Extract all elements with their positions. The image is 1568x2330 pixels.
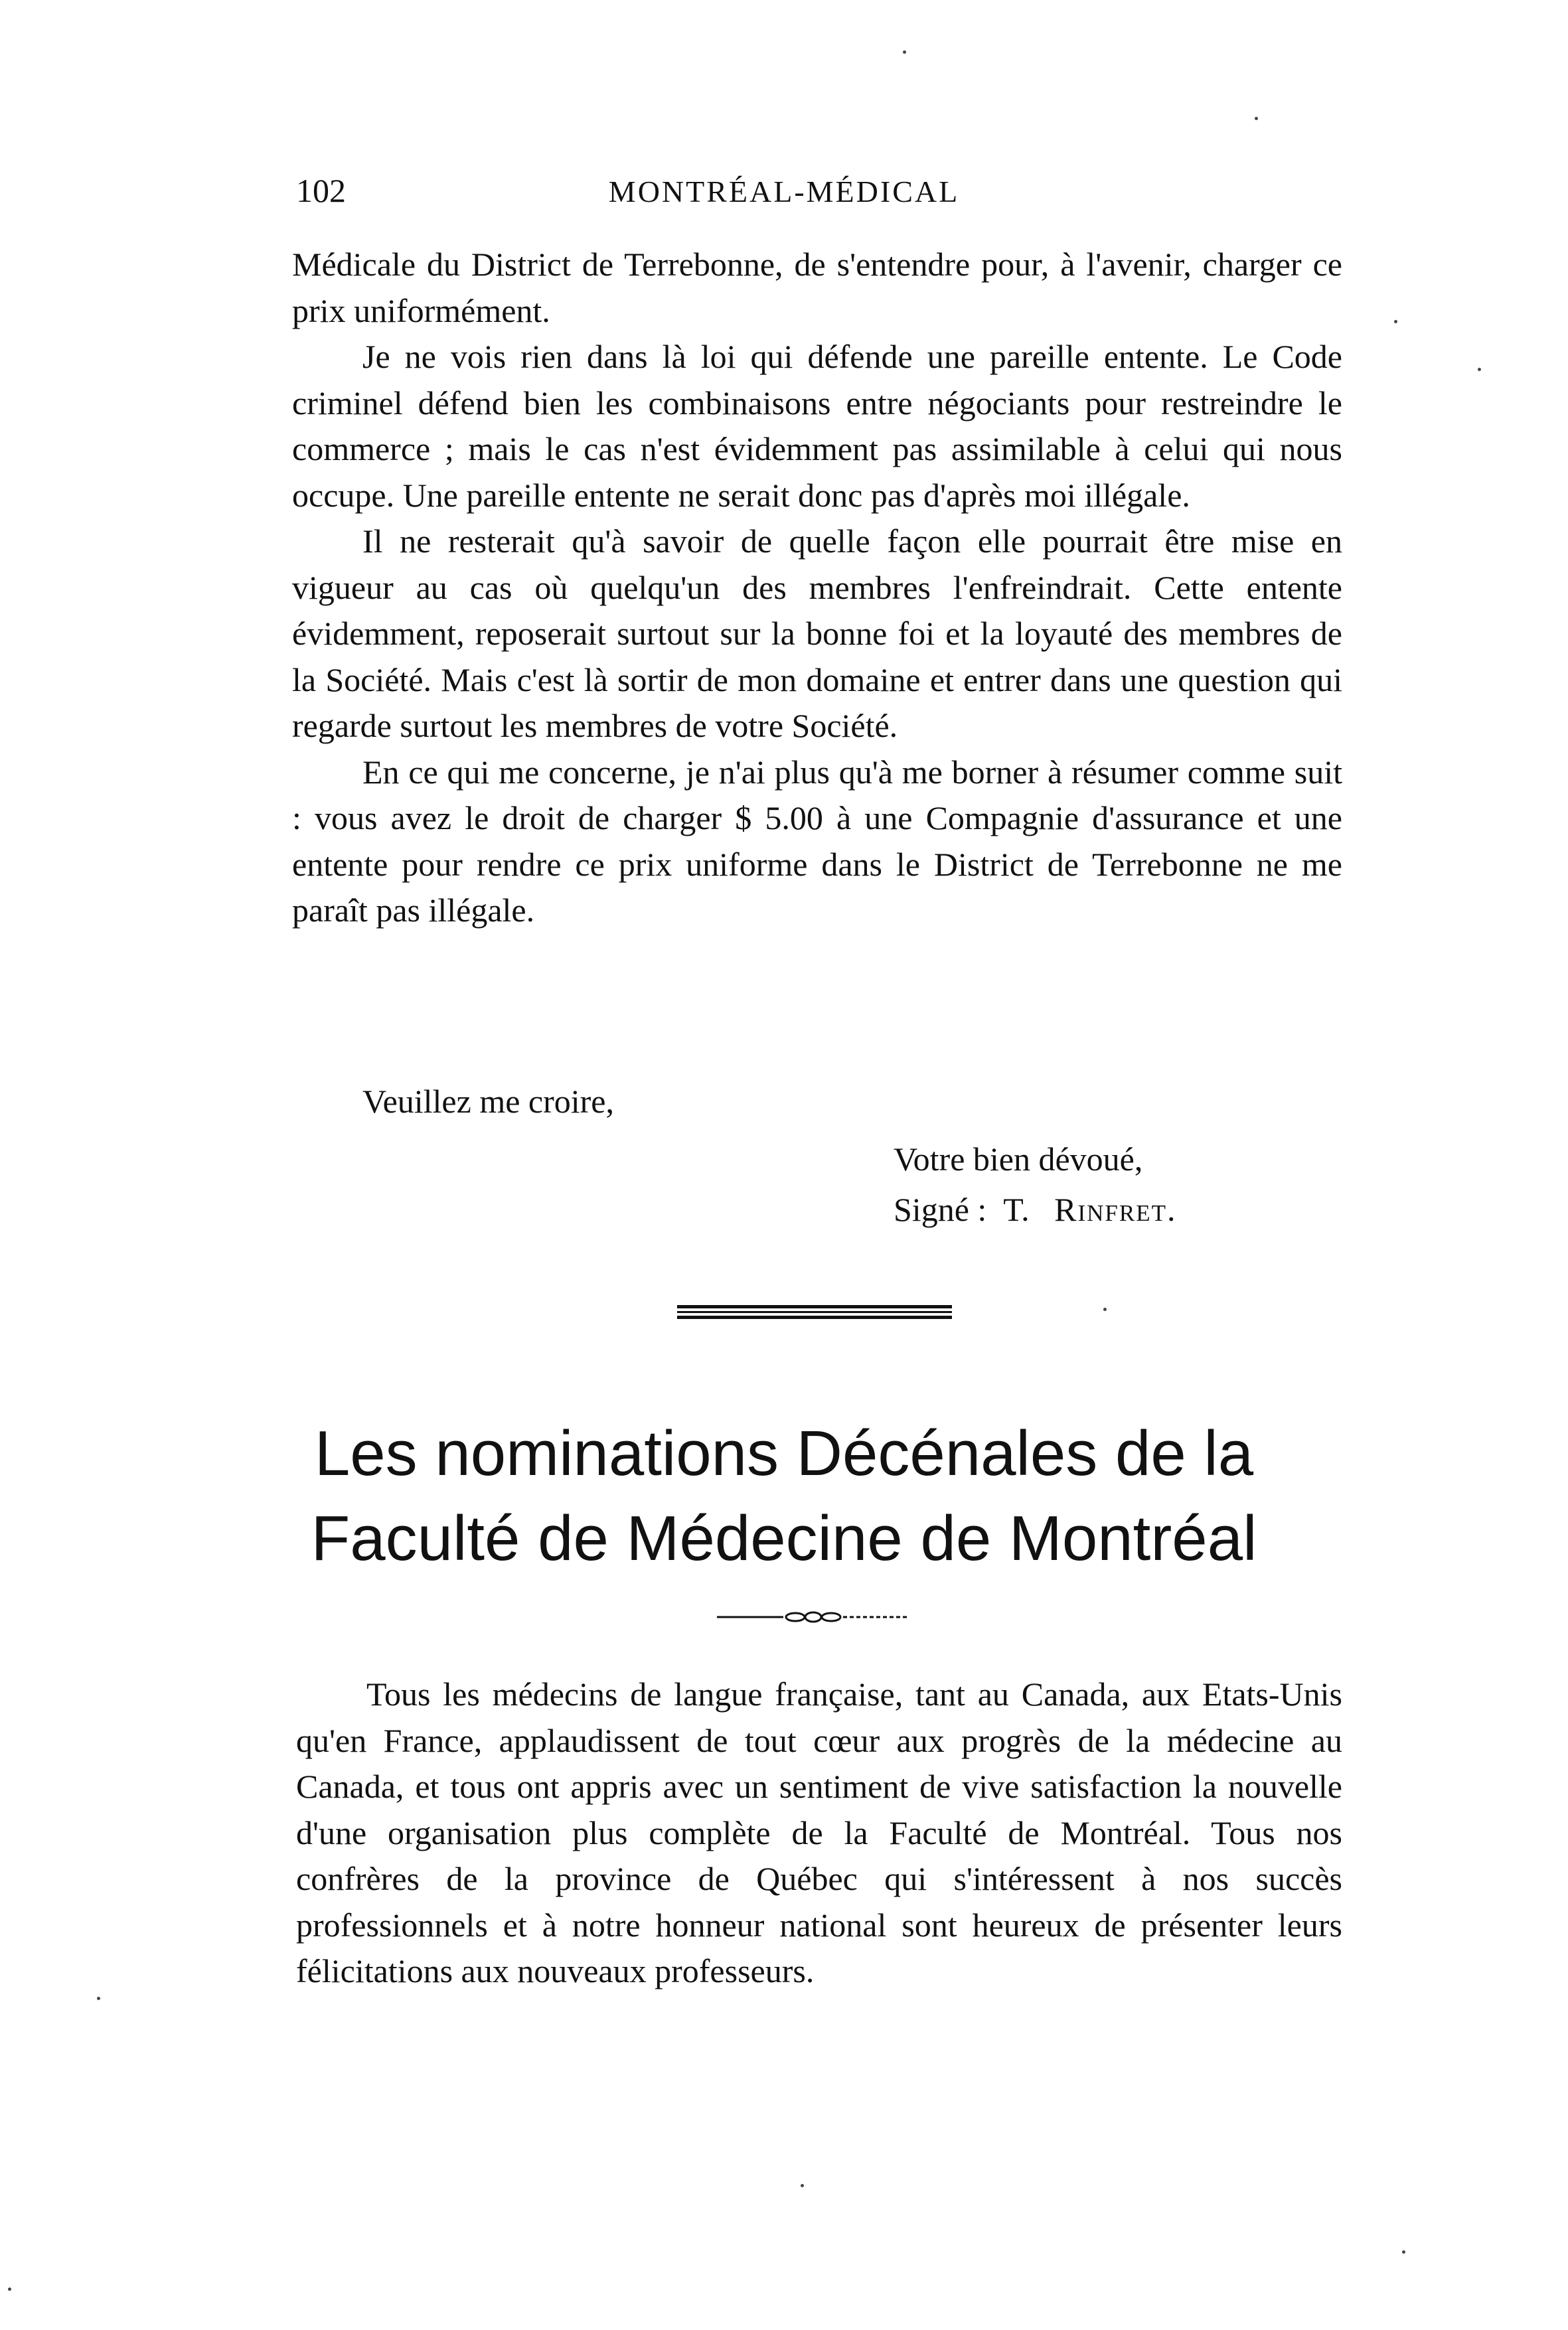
letter-paragraph: En ce qui me concerne, je n'ai plus qu'à me borner à résumer comme suit : vous avez le droit de charger $ 5.00 à une Compagnie d'assurance et une entente pour rendre ce prix uniforme dans le District de Terrebonne ne me paraît pas illégale. <box>292 753 1342 929</box>
ornament-icon <box>717 1609 909 1625</box>
print-speck <box>8 2288 11 2291</box>
section-divider <box>677 1305 952 1320</box>
signed-initial: T. <box>1003 1191 1030 1228</box>
signature-block <box>894 1134 1177 1235</box>
signed-label: Signé : <box>894 1191 987 1228</box>
print-speck <box>1255 117 1258 120</box>
article-body <box>296 1671 1342 1995</box>
letter-paragraph: Il ne resterait qu'à savoir de quelle façon elle pourrait être mise en vigueur au cas où quelqu'un des membres l'enfreindrait. Cette entente évidemment, reposerait surtout sur la bonne foi et la loyauté des membres de la Société. Mais c'est là sortir de mon domaine et entrer dans une question qui regarde surtout les membres de votre Société. <box>292 522 1342 744</box>
letter-paragraph: Médicale du District de Terrebonne, de s'entendre pour, à l'avenir, charger ce prix uniformément. <box>292 246 1342 329</box>
signoff: Votre bien dévoué, <box>894 1140 1143 1178</box>
letter-closing: Veuillez me croire, <box>362 1083 614 1120</box>
letter-paragraph: Je ne vois rien dans là loi qui défende une pareille entente. Le Code criminel défend bien les combinaisons entre négociants pour restreindre le commerce ; mais le cas n'est évidemment pas assimilable à celui qui nous occupe. Une pareille entente ne serait donc pas d'après moi illégale. <box>292 338 1342 514</box>
article-paragraph: Tous les médecins de langue française, tant au Canada, aux Etats-Unis qu'en France, applaudissent de tout cœur aux progrès de la médecine au Canada, et tous ont appris avec un sentiment de vive satisfaction la nouvelle d'une organisation plus complète de la Faculté de Montréal. Tous nos confrères de la province de Québec qui s'intéressent à nos succès professionnels et à notre honneur national sont heureux de présenter leurs félicitations aux nouveaux professeurs. <box>296 1675 1342 1989</box>
signed-line <box>894 1184 1177 1235</box>
print-speck <box>903 50 906 54</box>
running-head <box>0 171 1568 224</box>
print-speck <box>1103 1308 1107 1311</box>
page-number: 102 <box>296 172 346 209</box>
article-title-line-1: Les nominations Décénales de la <box>314 1418 1254 1489</box>
article-title-line-2: Faculté de Médecine de Montréal <box>311 1503 1257 1574</box>
print-speck <box>801 2184 804 2187</box>
letter-body <box>292 242 1342 934</box>
signed-name: Rinfret. <box>1054 1191 1177 1228</box>
print-speck <box>1402 2250 1405 2254</box>
print-speck <box>1394 320 1397 323</box>
print-speck <box>97 1997 100 2000</box>
journal-title: MONTRÉAL-MÉDICAL <box>608 175 960 208</box>
print-speck <box>1478 368 1481 371</box>
